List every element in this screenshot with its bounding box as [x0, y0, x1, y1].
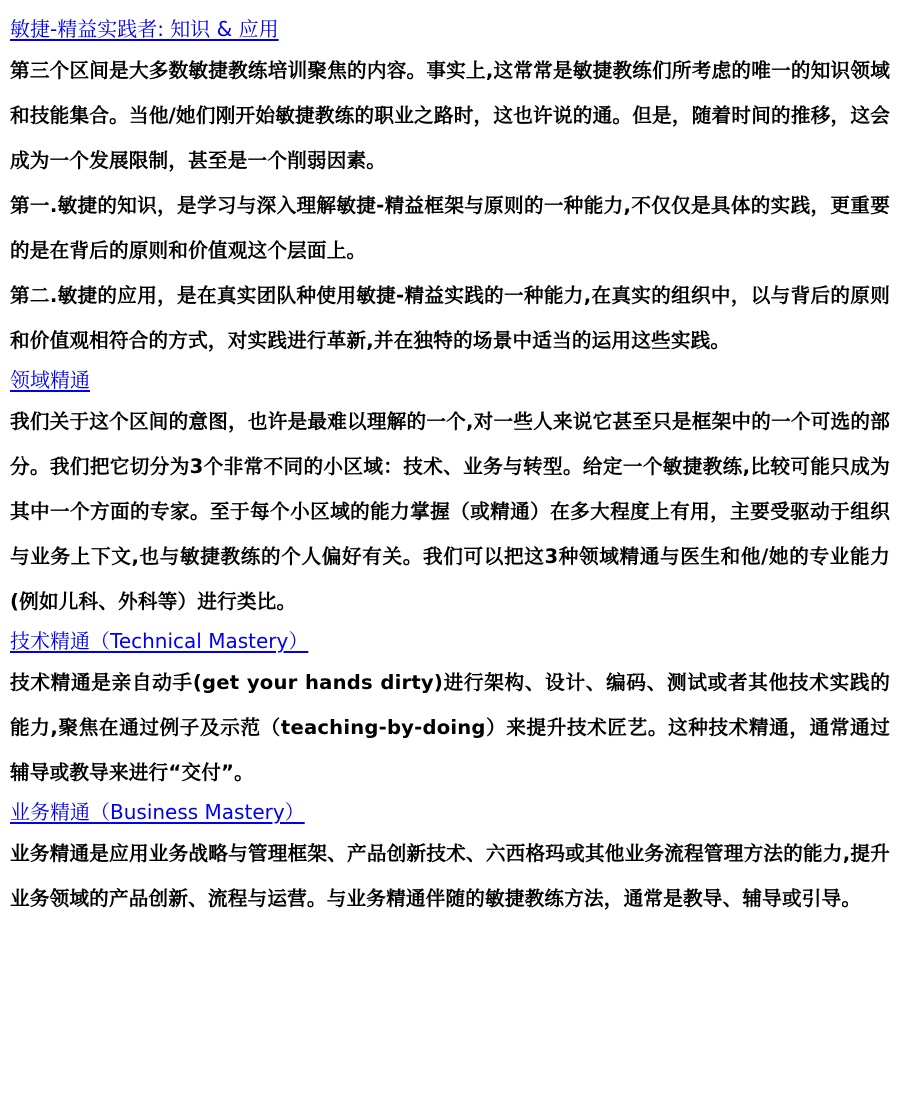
section-agile-lean-practitioner: [10, 12, 890, 363]
paragraph: 技术精通是亲自动手(get your hands dirty)进行架构、设计、编码、测试或者其他技术实践的能力,聚焦在通过例子及示范（teaching-by-doing）来提升技术匠艺。这种技术精通，通常通过辅导或教导来进行“交付”。: [10, 671, 890, 784]
paragraph: 业务精通是应用业务战略与管理框架、产品创新技术、六西格玛或其他业务流程管理方法的能力,提升业务领域的产品创新、流程与运营。与业务精通伴随的敏捷教练方法，通常是教导、辅导或引导。: [10, 842, 890, 910]
section-heading-technical-mastery[interactable]: 技术精通（Technical Mastery）: [10, 629, 309, 653]
paragraph: 第三个区间是大多数敏捷教练培训聚焦的内容。事实上,这常常是敏捷教练们所考虑的唯一的知识领域和技能集合。当他/她们刚开始敏捷教练的职业之路时，这也许说的通。但是，随着时间的推移，这会成为一个发展限制，甚至是一个削弱因素。: [10, 59, 890, 172]
paragraph: 我们关于这个区间的意图，也许是最难以理解的一个,对一些人来说它甚至只是框架中的一个可选的部分。我们把它切分为3个非常不同的小区域：技术、业务与转型。给定一个敏捷教练,比较可能只成为其中一个方面的专家。至于每个小区域的能力掌握（或精通）在多大程度上有用，主要受驱动于组织与业务上下文,也与敏捷教练的个人偏好有关。我们可以把这3种领域精通与医生和他/她的专业能力(例如儿科、外科等）进行类比。: [10, 410, 890, 613]
section-heading-agile-lean-practitioner[interactable]: 敏捷-精益实践者: 知识 & 应用: [10, 17, 279, 41]
section-business-mastery: [10, 795, 890, 921]
section-heading-domain-mastery[interactable]: 领域精通: [10, 368, 90, 392]
section-domain-mastery: [10, 363, 890, 624]
paragraph: 第一.敏捷的知识，是学习与深入理解敏捷-精益框架与原则的一种能力,不仅仅是具体的实践，更重要的是在背后的原则和价值观这个层面上。: [10, 194, 890, 262]
section-heading-business-mastery[interactable]: 业务精通（Business Mastery）: [10, 800, 305, 824]
section-technical-mastery: [10, 624, 890, 795]
paragraph: 第二.敏捷的应用，是在真实团队种使用敏捷-精益实践的一种能力,在真实的组织中，以与背后的原则和价值观相符合的方式，对实践进行革新,并在独特的场景中适当的运用这些实践。: [10, 284, 890, 352]
